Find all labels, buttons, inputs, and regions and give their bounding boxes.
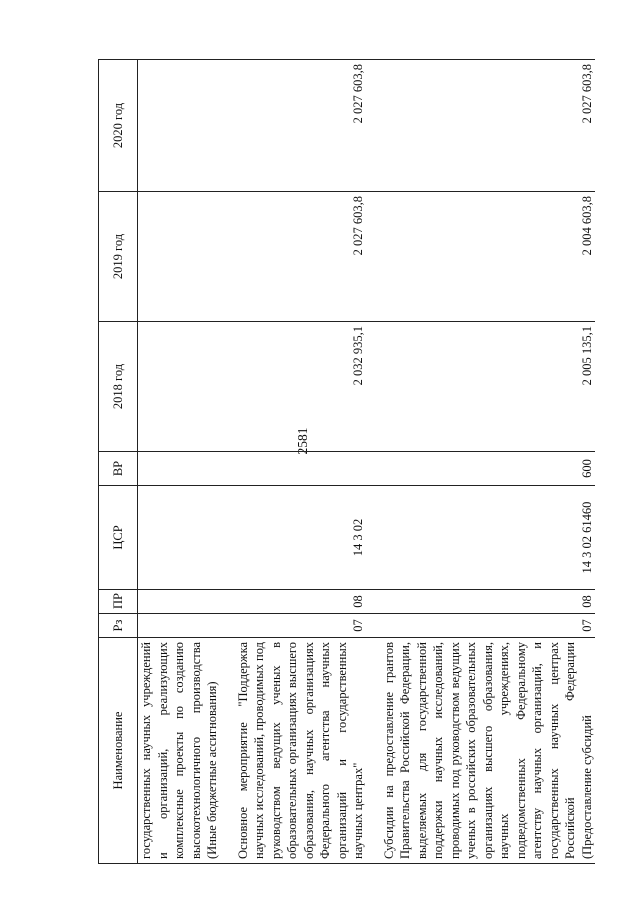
row-name: Субсидии на предоставление грантов Правительства Российской Федерации, выделяемых для государственной поддержки научных исследований, проводимых под руководством ведущих ученых в российских образовательных организациях высшего образования, научных учреждениях, подведомственных Федеральному агентству научных организаций, и государственных научных центрах Российской Федерации (Предоставление субсидий [381,638,596,864]
budget-table [98,59,595,864]
row-csr [138,486,221,590]
row-2018 [138,322,221,452]
row-name: Основное мероприятие "Поддержка научных исследований, проводимых под руководством ведущих ученых в образовательных организациях высшего образования, научных организациях Федерального агентства научных организаций и государственных научных центрах" [235,638,367,864]
header-2020: 2020 год [99,60,138,192]
table-header-row [99,60,138,864]
row-csr: 14 3 02 [235,486,367,590]
row-2020: 2 027 603,8 [235,60,367,192]
row-name: государственных научных учреждений и организаций, реализующих комплексные проекты по созданию высокотехнологичного производства (Иные бюджетные ассигнования) [138,638,221,864]
row-2019: 2 004 603,8 [381,192,596,322]
page-number: 2581 [295,427,310,455]
row-rz [138,614,221,638]
row-pr: 08 [381,590,596,614]
row-spacer [221,60,235,864]
header-pr: ПР [99,590,138,614]
row-2019 [138,192,221,322]
header-vr: ВР [99,452,138,486]
row-2018: 2 005 135,1 [381,322,596,452]
row-vr [138,452,221,486]
row-rz: 07 [235,614,367,638]
table-row [235,60,367,864]
row-spacer [367,60,381,864]
row-2018: 2 032 935,1 [235,322,367,452]
row-pr: 08 [235,590,367,614]
row-2020 [138,60,221,192]
header-csr: ЦСР [99,486,138,590]
header-2019: 2019 год [99,192,138,322]
row-2019: 2 027 603,8 [235,192,367,322]
row-2020: 2 027 603,8 [381,60,596,192]
table-row [381,60,596,864]
row-vr [235,452,367,486]
header-2018: 2018 год [99,322,138,452]
table-row [138,60,221,864]
row-vr: 600 [381,452,596,486]
row-csr: 14 3 02 61460 [381,486,596,590]
rotated-table-container [98,60,596,864]
header-name: Наименование [99,638,138,864]
row-pr [138,590,221,614]
header-rz: Рз [99,614,138,638]
row-rz: 07 [381,614,596,638]
